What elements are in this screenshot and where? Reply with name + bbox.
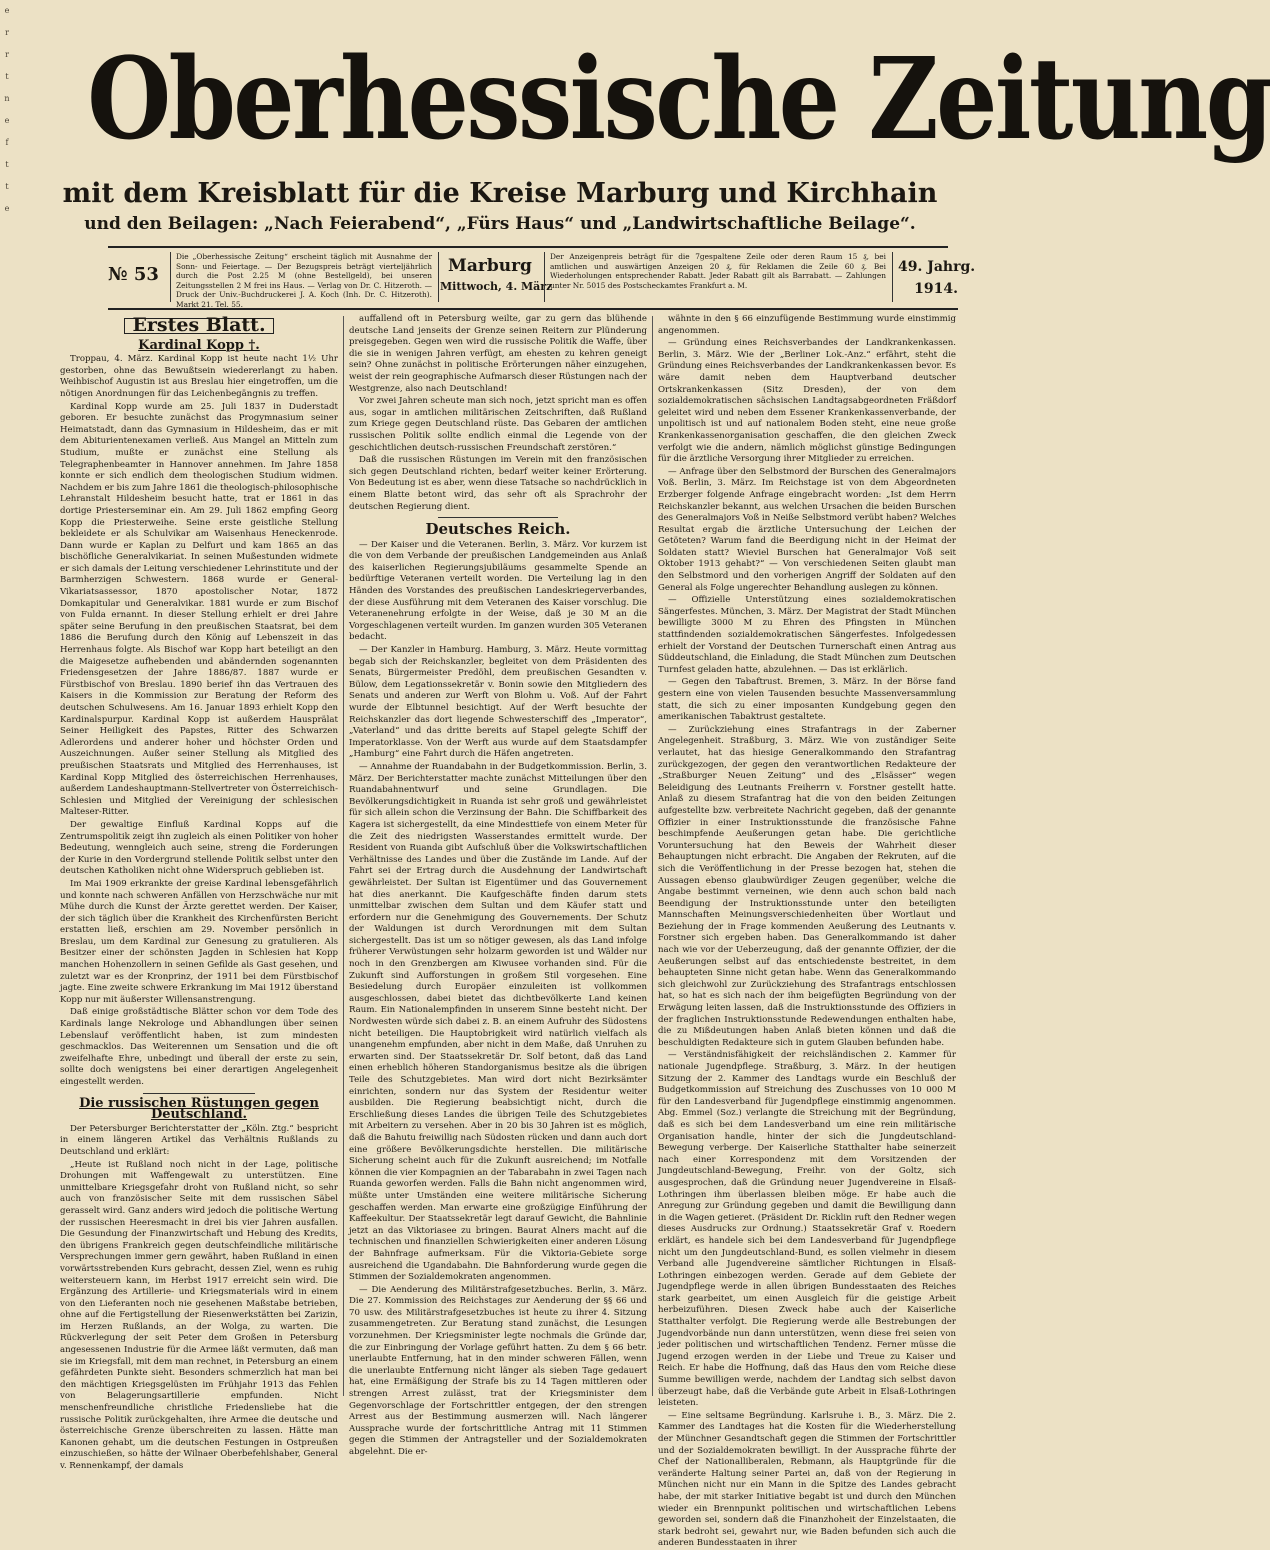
article-paragraph: — Anfrage über den Selbstmord der Burschen des Generalmajors Voß. Berlin, 3. März. Im Reichstage ist von dem Abgeordneten Erzberger folgende Anfrage eingebracht worden: „Ist dem Herrn Reichskanzler bekannt, aus welchen Ursachen die beiden Burschen des Generalmajors Voß in Neiße Selbstmord verübt haben? Welches Resultat ergab die ärztliche Untersuchung der Leichen der Getöteten? Warum fand die Beerdigung nicht in der Heimat der Soldaten statt? Wieviel Burschen hat Generalmajor Voß seit Oktober 1913 gehabt?“ — Von verschiedenen Seiten glaubt man den Selbstmord und den vorherigen Angriff der Soldaten auf den General als Folge ungerechter Behandlung auslegen zu können. [658,466,956,593]
article-paragraph: „Heute ist Rußland noch nicht in der Lage, politische Drohungen mit Waffengewalt zu unterstützen. Eine unmittelbare Kriegsgefahr droht von Rußland nicht, so sehr auch von französischer Seite mit dem russischen Säbel gerasselt wird. Ganz anders wird jedoch die politische Wertung der russischen Heeresmacht in drei bis vier Jahren ausfallen. Die Gesundung der Finanzwirtschaft und Hebung des Kredits, den übrigens Frankreich gegen deutschfeindliche militärische Versprechungen immer gern gewährt, haben Rußland in einen vorwärtsstrebenden Kurs gebracht, dessen Ziel, wenn es ruhig weitersteuern kann, im Herbst 1917 erreicht sein wird. Die Ergänzung des Artillerie- und Kriegsmaterials wird in einem von den Lieferanten noch nie gesehenen Maßstabe betrieben, ohne auf die Fertigstellung der Riesenwerkstätten bei Zarizin, im Herzen Rußlands, an der Wolga, zu warten. Die Rückverlegung der seit Peter dem Großen in Petersburg angesessenen Industrie für die Armee läßt vermuten, daß man sie im Kriegsfall, mit dem man rechnet, in Petersburg an einem gefährdeten Punkte sieht. Besonders schmerzlich hat man bei den mächtigen Kriegsgelüsten im Frühjahr 1913 das Fehlen von Belagerungsartillerie empfunden. Nicht menschenfreundliche christliche Friedensliebe hat die russische Politik zurückgehalten, ihre Armee die deutsche und österreichische Grenze überschreiten zu lassen. Hätte man Kanonen gehabt, um die deutschen Festungen in Ostpreußen einzuschießen, so hätte der Wilnaer Oberbefehlshaber, General v. Rennenkampf, der damals [60,1159,338,1471]
divider [438,252,439,302]
article-paragraph: — Der Kanzler in Hamburg. Hamburg, 3. März. Heute vormittag begab sich der Reichskanzler, begleitet von dem Präsidenten des Senats, Bürgermeister Predöhl, dem preußischen Gesandten v. Bülow, dem Legationssekretär v. Bonin sowie den Mitgliedern des Senats und anderen zur Werft von Blohm u. Voß. Auf der Fahrt wurde der Elbtunnel besichtigt. Auf der Werft besuchte der Reichskanzler das dort liegende Schwesterschiff des „Imperator“, „Vaterland“ und das dritte bereits auf Stapel gelegte Schiff der Imperatorklasse. Von der Werft aus wurde auf dem Staatsdampfer „Hamburg“ eine Fahrt durch die Häfen angetreten. [349,645,647,760]
article-paragraph: — Verständnisfähigkeit der reichsländischen 2. Kammer für nationale Jugendpflege. Straßburg, 3. März. In der heutigen Sitzung der 2. Kammer des Landtags wurde ein Beschluß der Budgetkommission auf Streichung des Zuschusses von 10 000 M für den Landesverband für Jugendpflege einstimmig angenommen. Abg. Emmel (Soz.) verlangte die Streichung mit der Begründung, daß es sich bei dem Landesverband um eine rein militärische Organisation handle, hinter der sich die Jungdeutschland-Bewegung verberge. Der Kaiserliche Statthalter habe seinerzeit nach einer Korrespondenz mit dem Vorsitzenden der Jungdeutschland-Bewegung, Freihr. von der Goltz, sich ausgesprochen, daß die Gründung neuer Jugendvereine in Elsaß-Lothringen ihm überlassen bleiben möge. Er habe auch die Anregung zur Gründung gegeben und damit die Bewilligung dann in die Wagen getieret. (Präsident Dr. Ricklin ruft den Redner wegen dieses Ausdrucks zur Ordnung.) Staatssekretär Graf v. Roedern erklärt, es handele sich bei dem Landesverband für Jugendpflege nicht um den Jungdeutschland-Bund, es sollen vielmehr in diesem Verband alle Jugendvereine sämtlicher Richtungen in Elsaß-Lothringen einbezogen werden. Gerade auf dem Gebiete der Jugendpflege werde in allen übrigen Bundesstaaten des Reiches stark gearbeitet, um einen Ausgleich für die geistige Arbeit herbeizuführen. Diesen Zweck habe auch der Kaiserliche Statthalter verfolgt. Die Regierung werde alle Bestrebungen der Jugendvorbände nun dann unterstützen, wenn diese frei seien von jeder politischen und wirtschaftlichen Tendenz. Ferner müsse die Jugend erzogen werden in der Liebe und Treue zu Kaiser und Reich. Er habe die Hoffnung, daß das Haus den vom Reiche diese Summe bewilligen werde, nachdem der Landtag sich selbst davon überzeugt habe, daß die Verbände gute Arbeit in Elsaß-Lothringen leisteten. [658,1050,956,1409]
masthead-title: Oberhessische Zeitung [87,34,1270,165]
city-name: Marburg [448,256,532,276]
article-paragraph: — Eine seltsame Begründung. Karlsruhe i. B., 3. März. Die 2. Kammer des Landtages hat die Kosten für die Wiederherstellung der Münchner Gesandtschaft gegen die Stimmen der Fortschrittler und der Sozialdemokraten bewilligt. In der Aussprache führte der Chef der Nationalliberalen, Rebmann, als Hauptgründe für die veränderte Haltung seiner Partei an, daß von der Regierung in München nicht nur ein Mann in die Spitze des Landes gebracht habe, der mit starker Initiative begabt ist und durch den München wieder ein Brennpunkt politischen und wirtschaftlichen Lebens geworden sei, sondern daß die Finanzhoheit der Einzelstaaten, die stark bedroht sei, gewahrt nur, wie Baden befunden sich auch die anderen Bundesstaaten in ihrer [658,1410,956,1549]
adjacent-page-edge: e r r t n e f t t e [4,6,10,213]
article-heading-kardinal-kopp: Kardinal Kopp †. [138,337,260,353]
column-divider [343,316,344,1396]
column-1 [60,314,338,1471]
article-paragraph: Der gewaltige Einfluß Kardinal Kopps auf die Zentrumspolitik zeigt ihn zugleich als einen Politiker von hoher Bedeutung, wenngleich auch seine, streng die Forderungen der Kurie in den Vordergrund stellende Politik selbst unter den deutschen Katholiken nicht ohne Widerspruch geblieben ist. [60,819,338,877]
issue-number: № 53 [108,264,159,285]
article-paragraph: — Der Kaiser und die Veteranen. Berlin, 3. März. Vor kurzem ist die von dem Verbande der preußischen Landgemeinden aus Anlaß des kaiserlichen Regierungsjubiläums gesammelte Spende an bedürftige Veteranen verteilt worden. Die Verteilung lag in den Händen des Vorstandes des preußischen Landeskriegerverbandes, der diese Ausführung mit dem Veteranen des Kaiser vorschlug. Die Veteranenehrung erfolgte in der Weise, daß je 30 M an die Vorgeschlagenen verteilt wurden. Im ganzen wurden 305 Veteranen bedacht. [349,539,647,643]
article-paragraph: — Annahme der Ruandabahn in der Budgetkommission. Berlin, 3. März. Der Berichterstatter machte zunächst Mitteilungen über den Ruandabahnentwurf und seine Grundlagen. Die Bevölkerungsdichtigkeit in Ruanda ist sehr groß und gewährleistet für sich allein schon die Verzinsung der Bahn. Die Schiffbarkeit des Kagera ist sichergestellt, da eine Mindesttiefe von einem Meter für die Zeit des niedrigsten Wasserstandes ermittelt wurde. Der Resident von Ruanda gibt Aufschluß über die Volkswirtschaftlichen Verhältnisse des Landes und über die Zustände im Lande. Auf der Fahrt sei der Ertrag durch die Ausdehnung der Landwirtschaft gewährleistet. Der Sultan ist Eigentümer und das Gouvernement hat dies anerkannt. Die Kaufgeschäfte finden darum stets unmittelbar zwischen dem Sultan und dem Käufer statt und erfordern nur die Genehmigung des Gouvernements. Der Schutz der Waldungen ist durch Verordnungen mit dem Sultan sichergestellt. Das ist um so nötiger gewesen, als das Land infolge früherer Verwüstungen sehr holzarm geworden ist und Wälder nur noch in den Grenzbergen am Kiwusee vorhanden sind. Für die Zukunft sind Aufforstungen in großem Stil vorgesehen. Eine Besiedelung durch Europäer einzuleiten ist vollkommen ausgeschlossen, dabei bietet das dichtbevölkerte Land keinen Raum. Ein Nationalempfinden in unserem Sinne besteht nicht. Der Nordwesten würde sich dabei z. B. an einem Aufruhr des Südostens nicht beteiligen. Die Hauptobrigkeit wird natürlich vielfach als unangenehm empfunden, aber nicht in dem Maße, daß Unruhen zu erwarten sind. Der Staatssekretär Dr. Solf betont, daß das Land einen erheblich höheren Standorganismus besitze als die übrigen Teile des Schutzgebietes. Man wird dort nicht Bezirksämter einrichten, sondern nur das System der Residentur weiter ausbilden. Die Regierung beabsichtigt nicht, durch die Erschließung dieses Landes die übrigen Teile des Schutzgebietes mit Arbeitern zu versehen. Aber in 20 bis 30 Jahren ist es möglich, daß die Bahutu freiwillig nach Südosten rücken und dann auch dort eine größere Bevölkerungsdichte herstellen. Die militärische Sicherung scheint auch für die Zukunft ausreichend; im Notfalle können die vier Kompagnien an der Tabarabahn in zwei Tagen nach Ruanda geworfen werden. Falls die Bahn nicht angenommen wird, müßte unter Umständen eine weitere militärische Sicherung geschaffen werden. Man erwarte eine großzügige Einführung der Kaffeekultur. Der Staatssekretär legt darauf Gewicht, die Bahnlinie jetzt an das Viktoriasee zu bringen. Baurat Alners macht auf die technischen und finanziellen Schwierigkeiten einer anderen Lösung der Bahnfrage aufmerksam. Für die Viktoria-Gebiete sorge ausreichend die Ugandabahn. Die Bahnforderung wurde gegen die Stimmen der Sozialdemokraten angenommen. [349,761,647,1283]
article-paragraph: Der Petersburger Berichterstatter der „Köln. Ztg.“ bespricht in einem längeren Artikel das Verhältnis Rußlands zu Deutschland und erklärt: [60,1123,338,1157]
divider [170,252,171,302]
issue-date: Mittwoch, 4. März [440,280,553,293]
article-paragraph: — Gegen den Tabaftrust. Bremen, 3. März. In der Börse fand gestern eine von vielen Tausenden besuchte Massenversammlung statt, die sich zu einer imposanten Kundgebung gegen den amerikanischen Tabaktrust gestaltete. [658,677,956,723]
article-paragraph: — Die Aenderung des Militärstrafgesetzbuches. Berlin, 3. März. Die 27. Kommission des Reichstages zur Aenderung der §§ 66 und 70 usw. des Militärstrafgesetzbuches ist heute zu ihrer 4. Sitzung zusammengetreten. Zur Beratung stand zunächst, die Lesungen vorzunehmen. Der Kriegsminister legte nochmals die Gründe dar, die zur Einbringung der Vorlage geführt hatten. Zu dem § 66 betr. unerlaubte Entfernung, hat in den minder schweren Fällen, wenn die unerlaubte Entfernung nicht länger als sieben Tage gedauert hat, eine Ermäßigung der Strafe bis zu 14 Tagen mittleren oder strengen Arrest zulässt, trat der Kriegsminister dem Gegenvorschlage der Fortschrittler entgegen, der den strengen Arrest aus der Bestimmung ausmerzen will. Nach längerer Aussprache wurde der fortschrittliche Antrag mit 11 Stimmen gegen die Stimmen der Antragsteller und der Sozialdemokraten abgelehnt. Die er- [349,1284,647,1457]
advertising-info: Der Anzeigenpreis beträgt für die 7gespaltene Zeile oder deren Raum 15 ₰, bei amtlichen und auswärtigen Anzeigen 20 ₰, für Reklamen die Zeile 60 ₰. Bei Wiederholungen entsprechender Rabatt. Jeder Rabatt gilt als Barrabatt. — Zahlungen unter Nr. 5015 des Postscheckamtes Frankfurt a. M. [550,252,886,290]
column-2 [349,314,647,1457]
separator [438,517,557,518]
article-heading-russische-ruestungen: Die russischen Rüstungen gegen Deutschland. [79,1095,319,1123]
section-erstes-blatt: Erstes Blatt. [124,318,274,334]
article-paragraph: Daß einige großstädtische Blätter schon vor dem Tode des Kardinals lange Nekrologe und Abhandlungen über seinen Lebenslauf veröffentlicht haben, ist zum mindesten geschmacklos. Das Weiterennen um Sensation und die oft zweifelhafte Ehre, unbedingt und überall der erste zu sein, sollte doch wenigstens bei einer derartigen Angelegenheit eingestellt werden. [60,1007,338,1087]
section-heading-deutsches-reich: Deutsches Reich. [425,520,571,539]
subscription-info: Die „Oberhessische Zeitung“ erscheint täglich mit Ausnahme der Sonn- und Feiertage. — Der Bezugspreis beträgt vierteljährlich durch die Post 2.25 M (ohne Bestellgeld), bei unseren Zeitungsstellen 2 M frei ins Haus. — Verlag von Dr. C. Hitzeroth. — Druck der Univ.-Buchdruckerei J. A. Koch (Inh. Dr. C. Hitzeroth). Markt 21. Tel. 55. [176,252,432,309]
article-paragraph: Kardinal Kopp wurde am 25. Juli 1837 in Duderstadt geboren. Er besuchte zunächst das Progymnasium seiner Heimatstadt, dann das Gymnasium in Hildesheim, das er mit dem Abiturientenexamen verließ. Aus Mangel an Mitteln zum Studium, mußte er zunächst eine Stellung als Telegraphenbeamter in Hannover annehmen. Im Jahre 1858 konnte er sich endlich dem theologischen Studium widmen. Nachdem er bis zum Jahre 1861 die theologisch-philosophische Lehranstalt Hildesheim besucht hatte, trat er 1861 in das dortige Priesterseminar ein. Am 29. Juli 1862 empfing Georg Kopp die Priesterweihe. Seine erste geistliche Stellung bekleidete er als Schulvikar am Waisenhaus Heneckenrode. Dann wurde er Kaplan zu Delfurt und kam 1865 an das bischöfliche Generalvikariat. In seinen Mußestunden widmete er sich damals der Leitung verschiedener Lehrinstitute und der Barmherzigen Schwestern. 1868 wurde er General-Vikariatsassessor, 1870 apostolischer Notar, 1872 Domkapitular und Generalvikar. 1881 wurde er zum Bischof von Fulda ernannt. In dieser Stellung erhielt er drei Jahre später seine Berufung in den preußischen Staatsrat, bei dem 1886 die Berufung durch den König auf Lebenszeit in das Herrenhaus folgte. Als Bischof war Kopp hart beteiligt an den die Maigesetze aufhebenden und abändernden sogenannten Friedensgesetzen der Jahre 1886/87. 1887 wurde er Fürstbischof von Breslau. 1890 berief ihn das Vertrauen des Kaisers in die Kommission zur Beratung der Reform des deutschen Schulwesens. Am 16. Januar 1893 erhielt Kopp den Kardinalspurpur. Kardinal Kopp ist außerdem Hausprälat Seiner Heiligkeit des Papstes, Ritter des Schwarzen Adlerordens und anderer hoher und höchster Orden und Auszeichnungen. Außer seiner Stellung als Mitglied des preußischen Staatsrats und Mitglied des Herrenhauses, ist Kardinal Kopp Mitglied des österreichischen Herrenhauses, außerdem Landeshauptmann-Stellvertreter von Österreichisch-Schlesien und Mitglied der Vereinigung der schlesischen Malteser-Ritter. [60,401,338,818]
divider [892,252,893,302]
article-paragraph: wähnte in den § 66 einzufügende Bestimmung wurde einstimmig angenommen. [658,314,956,336]
article-paragraph: — Offizielle Unterstützung eines sozialdemokratischen Sängerfestes. München, 3. März. Der Magistrat der Stadt München bewilligte 3000 M zu Ehren des Pfingsten in München stattfindenden sozialdemokratischen Sängerfestes. Infolgedessen erhielt der Vorstand der Deutschen Turnerschaft einen Antrag aus Süddeutschland, die Einladung, die Stadt München zum Deutschen Turnfest geladen hatte, abzulehnen. — Das ist erklärlich. [658,595,956,675]
column-divider [652,316,653,1396]
info-bar [108,252,976,309]
article-paragraph: Im Mai 1909 erkrankte der greise Kardinal lebensgefährlich und konnte nach schweren Anfällen von Herzschwäche nur mit Mühe durch die Kunst der Ärzte gerettet werden. Der Kaiser, der sich täglich über die Krankheit des Kirchenfürsten Bericht erstatten ließ, erschien am 29. November persönlich in Breslau, um dem Kardinal zur Genesung zu gratulieren. Als Besitzer einer der schönsten Jagden in Schlesien hat Kopp manchen Hohenzollern in seinen Gefilde als Gast gesehen, und zuletzt war es der Kronprinz, der 1911 bei dem Fürstbischof jagte. Eine zweite schwere Erkrankung im Mai 1912 überstand Kopp nur mit äußerster Willensanstrengung. [60,878,338,1005]
separator [143,1093,254,1094]
volume-number: 49. Jahrg. [898,259,976,275]
top-rule [108,246,948,248]
masthead-supplements: und den Beilagen: „Nach Feierabend“, „Fürs Haus“ und „Landwirtschaftliche Beilage“. [84,214,916,234]
article-paragraph: auffallend oft in Petersburg weilte, gar zu gern das blühende deutsche Land jenseits der Grenze seinen Reitern zur Plünderung preisgegeben. Gegen wen wird die russische Politik die Waffe, über die sie in wenigen Jahren verfügt, am ehesten zu kehren geneigt sein? Ohne zunächst in politische Erörterungen näher einzugehen, weist der rein geographische Aufmarsch dieser Rüstungen nach der Westgrenze, also nach Deutschland! [349,314,647,394]
publication-year: 1914. [914,281,958,297]
article-paragraph: — Gründung eines Reichsverbandes der Landkrankenkassen. Berlin, 3. März. Wie der „Berliner Lok.-Anz.“ erfährt, steht die Gründung eines Reichsverbandes der Landkrankenkassen bevor. Es wäre damit neben dem Hauptverband deutscher Ortskrankenkassen (Sitz Dresden), der von dem sozialdemokratischen sächsischen Landtagsabgeordneten Fräßdorf geleitet wird und neben dem Essener Krankenkassenverbande, der unpolitisch ist und auf nationalem Boden steht, eine neue große Krankenkassenorganisation geschaffen, die den gleichen Zweck verfolgt wie die andern, nämlich möglichst günstige Bedingungen für die ärztliche Versorgung ihrer Mitglieder zu erreichen. [658,338,956,465]
masthead-subtitle: mit dem Kreisblatt für die Kreise Marburg und Kirchhain [62,178,938,209]
article-paragraph: Troppau, 4. März. Kardinal Kopp ist heute nacht 1½ Uhr gestorben, ohne das Bewußtsein wiedererlangt zu haben. Weihbischof Augustin ist aus Breslau hier eingetroffen, um die nötigen Anordnungen für das Leichenbegängnis zu treffen. [60,354,338,399]
article-paragraph: Vor zwei Jahren scheute man sich noch, jetzt spricht man es offen aus, sogar in amtlichen militärischen Zeitschriften, daß Rußland zum Kriege gegen Deutschland rüste. Das Gebaren der amtlichen russischen Politik sollte endlich einmal die Legende von der geschichtlichen deutsch-russischen Freundschaft zerstören.“ [349,396,647,453]
volume-year [898,256,976,300]
article-paragraph: — Zurückziehung eines Strafantrags in der Zaberner Angelegenheit. Straßburg, 3. März. Wie von zuständiger Seite verlautet, hat das hiesige Generalkommando den Strafantrag zurückgezogen, der gegen den verantwortlichen Redakteure der „Straßburger Neuen Zeitung“ und des „Elsässer“ wegen Beleidigung des Leutnants Freiherrn v. Forstner gestellt hatte. Anlaß zu diesem Strafantrag hat die von den beiden Zeitungen aufgestellte bzw. verbreitete Nachricht gegeben, daß der genannte Offizier in einer Instruktionsstunde die französische Fahne beschimpfende Aeußerungen getan habe. Die gerichtliche Voruntersuchung hat den Beweis der Wahrheit dieser Behauptungen nicht erbracht. Die Angaben der Rekruten, auf die sich die Veröffentlichung in der Presse bezogen hat, stehen die Aussagen ebenso glaubwürdiger Zeugen gegenüber, welche die Angabe bestimmt verneinen, wie denn auch schon bald nach Beendigung der Instruktionsstunde unter den beteiligten Mannschaften Meinungsverschiedenheiten über Wortlaut und Beziehung der in Frage kommenden Aeußerung des Leutnants v. Forstner sich ergeben haben. Das Generalkommando ist daher nach wie vor der Ueberzeugung, daß der genannte Offizier, der die Aeußerungen selbst auf das entschiedenste bestreitet, in dem behaupteten Sinne nicht getan habe. Wenn das Generalkommando sich gleichwohl zur Zurückziehung des Strafantrags entschlossen hat, so hat es sich nach der ihm beigefügten Begründung von der Erwägung leiten lassen, daß die Instruktionsstunde des Offiziers in der fraglichen Instruktionsstunde Redewendungen enthalten habe, die zu Mißdeutungen haben Anlaß bieten können und daß die beschuldigten Redakteure sich in gutem Glauben befunden habe. [658,724,956,1048]
article-paragraph: Daß die russischen Rüstungen im Verein mit den französischen sich gegen Deutschland richten, bedarf weiter keiner Erörterung. Von Bedeutung ist es aber, wenn diese Tatsache so nachdrücklich in einem Blatte betont wird, das sehr oft als Sprachrohr der deutschen Regierung dient. [349,455,647,512]
column-3 [658,314,956,1549]
header-bottom-rule [108,308,958,310]
divider [544,252,545,302]
